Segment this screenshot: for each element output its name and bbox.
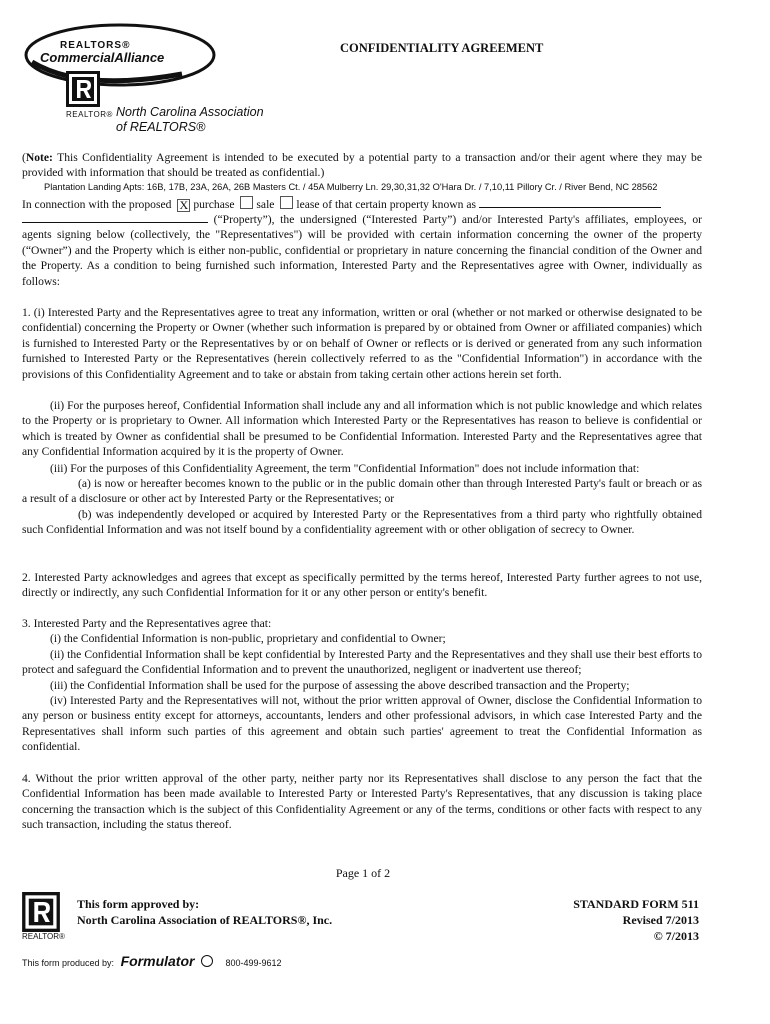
logo-line2: CommercialAlliance <box>40 50 165 65</box>
association-line2: of REALTORS® <box>116 120 206 134</box>
section-1-ii: (ii) For the purposes hereof, Confidential Information shall include any and all information which is not public knowledge and which relates to the Property or is proprietary to Owner. All information which Interested Party or the Representatives has reason to believe is confidential or which is treated by Owner as confidential shall be presumed to be Confidential Information. Interested Party and the Representatives agree that any Confidential Information acquired by it is the property of Owner. <box>22 399 702 459</box>
footer-realtor-r-icon <box>22 892 60 932</box>
section-3-iv: (iv) Interested Party and the Representatives will not, without the prior written approval of Owner, disclose the Confidential Information to any person or business entity except for attorneys, accountants, lenders and other professional advisors, in which case Interested Party and the Representatives shall inform such parties of this agreement and obtain such parties' agreement to treat the Confidential Information as confidential. <box>22 694 702 754</box>
form-number: STANDARD FORM 511 <box>573 897 699 911</box>
lease-checkbox[interactable] <box>280 196 293 209</box>
approved-line2: North Carolina Association of REALTORS®, Inc. <box>77 913 333 927</box>
note-paragraph: (Note: This Confidentiality Agreement is intended to be executed by a potential party to a transaction and/or their agent where they may be provided with information that should be treated as confidential.) <box>22 151 702 180</box>
section-1-a: (a) is now or hereafter becomes known to the public or in the public domain other than through Interested Party's fault or breach or as a result of a disclosure or other act by Interested Party or the Representatives; or <box>22 477 702 506</box>
footer-realtor-logo <box>22 892 60 937</box>
page-number: Page 1 of 2 <box>335 866 391 880</box>
phone-number: 800-499-9612 <box>225 958 282 968</box>
produced-by-line <box>22 953 282 969</box>
approved-line1: This form approved by: <box>77 897 200 911</box>
form-revised: Revised 7/2013 <box>622 913 699 927</box>
form-copyright: © 7/2013 <box>653 929 699 943</box>
produced-by-label: This form produced by: <box>22 958 115 968</box>
section-3: 3. Interested Party and the Representatives agree that: <box>22 617 272 630</box>
formulator-logo: Formulator <box>120 953 195 969</box>
intro-line1 <box>22 196 702 212</box>
lease-label: lease of that certain property known as <box>296 198 476 211</box>
purchase-label: purchase <box>193 198 235 211</box>
association-line1: North Carolina Association <box>116 105 264 119</box>
section-1-iii: (iii) For the purposes of this Confidentiality Agreement, the term "Confidential Information" does not include information that: <box>50 462 640 475</box>
realtor-word: REALTOR® <box>66 110 113 119</box>
intro-lead: In connection with the proposed <box>22 198 172 211</box>
section-3-iii: (iii) the Confidential Information shall be used for the purpose of assessing the above described transaction and the Property; <box>50 679 630 692</box>
section-3-i: (i) the Confidential Information is non-public, proprietary and confidential to Owner; <box>50 632 446 645</box>
section-1-b: (b) was independently developed or acquired by Interested Party or the Representatives from a third party who rightfully obtained such Confidential Information and was not itself bound by a confidentiality agreement with or other obligation of secrecy to Owner. <box>22 508 702 537</box>
sale-label: sale <box>256 198 275 211</box>
property-filled-text: Plantation Landing Apts: 16B, 17B, 23A, 26A, 26B Masters Ct. / 45A Mulberry Ln. 29,30,31,32 O'Hara Dr. / 7,10,11 Pillory Cr. / River Bend, NC 28562 <box>44 182 658 192</box>
property-blank-2[interactable] <box>22 211 208 223</box>
sale-checkbox[interactable] <box>240 196 253 209</box>
note-label: Note: <box>25 151 53 164</box>
section-2: 2. Interested Party acknowledges and agrees that except as specifically permitted by the terms hereof, Interested Party further agrees to not use, directly or indirectly, any such Confidential Information for it or any other person or entity's benefit. <box>22 571 702 600</box>
note-text: This Confidentiality Agreement is intended to be executed by a potential party to a transaction and/or their agent where they may be provided with information that should be treated as confidential.) <box>22 151 702 180</box>
section-1: 1. (i) Interested Party and the Representatives agree to treat any information, written or oral (whether or not marked or otherwise designated to be confidential) concerning the Property or Owner (whether such information is prepared by or obtained from Owner or affiliated companies) which is furnished to Interested Party or the Representatives by or on behalf of Owner or reflects or is derived or generated from any such information furnished to Interested Party or the Representatives (herein collectively referred to as the "Confidential Information") in accordance with the provisions of this Confidentiality Agreement and to take or abstain from taking certain other actions herein set forth. <box>22 306 702 381</box>
intro-paragraph <box>22 211 702 289</box>
intro-rest: (“Property”), the undersigned (“Interested Party”) and/or Interested Party's affiliates, employees, or agents signing below (collectively, the "Representatives") will be provided with certain information concerning the owner of the property (“Owner”) and the Property which is either non-public, confidential or proprietary in nature concerning the financial condition of the Owner and the Property. As a condition to being furnished such information, Interested Party and the Representatives agree with Owner, individually as follows: <box>22 213 702 288</box>
realtor-logo <box>66 71 100 107</box>
commercial-alliance-logo <box>22 22 218 88</box>
logo-line1: REALTORS® <box>60 40 131 51</box>
property-blank-1[interactable] <box>479 196 661 208</box>
realtor-r-icon <box>66 71 100 107</box>
page-title: CONFIDENTIALITY AGREEMENT <box>340 41 544 55</box>
globe-icon <box>201 955 213 967</box>
footer-realtor-word: REALTOR® <box>22 932 65 941</box>
purchase-checkbox[interactable]: X <box>177 199 190 212</box>
section-3-ii: (ii) the Confidential Information shall be kept confidential by Interested Party and the Representatives and they shall use their best efforts to protect and safeguard the Confidential Information and to prevent the unauthorized, negligent or inadvertent use thereof; <box>22 648 702 677</box>
section-4: 4. Without the prior written approval of the other party, neither party nor its Representatives shall disclose to any person the fact that the Confidential Information has been made available to Interested Party or Interested Party's Representatives, that any discussion is taking place concerning the transaction which is the subject of this Confidentiality Agreement or any of the terms, conditions or other facts with respect to any such transaction, including the status thereof. <box>22 772 702 832</box>
